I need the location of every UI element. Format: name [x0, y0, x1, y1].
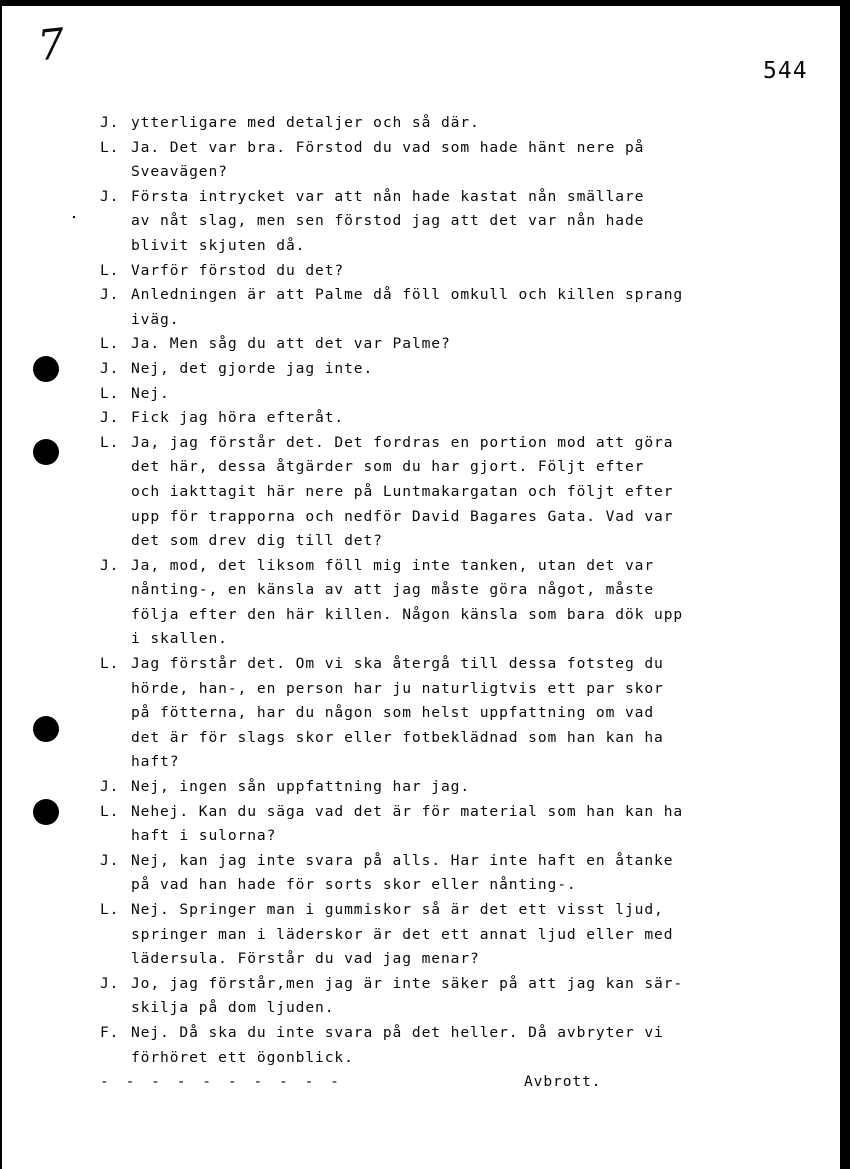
entry-text: Nehej. Kan du säga vad det är för material som han kan ha haft i sulorna?: [131, 802, 684, 845]
transcript-entry: [100, 849, 740, 898]
entry-text: Anledningen är att Palme då föll omkull och killen sprang iväg.: [131, 286, 684, 328]
transcript-entry: [100, 652, 740, 775]
entry-text: Varför förstod du det?: [131, 261, 345, 279]
interruption-label: Avbrott.: [524, 1073, 602, 1091]
speaker-label: J.: [100, 114, 120, 131]
transcript-entry: [100, 185, 740, 259]
speaker-label: L.: [100, 433, 120, 451]
entry-text: Jag förstår det. Om vi ska återgå till dessa fotsteg du hörde, han-, en person har ju naturligtvis ett par skor på fötterna, har du någon som helst uppfattning om vad det är för slags skor eller fotbeklädnad som han kan ha haft?: [131, 655, 664, 771]
interruption-line: [100, 1070, 740, 1095]
punch-hole: [33, 356, 59, 382]
transcript-entry: [100, 283, 740, 332]
transcript-entry: [100, 111, 740, 136]
speaker-label: L.: [100, 901, 120, 918]
speaker-label: L.: [100, 384, 120, 402]
transcript-entry: [100, 332, 740, 357]
transcript-entry: [100, 406, 740, 431]
handwritten-mark: 7: [35, 18, 68, 71]
transcript-entry: [100, 1021, 740, 1070]
page-number: 544: [763, 58, 808, 84]
transcript-entry: [100, 259, 740, 284]
speaker-label: L.: [100, 655, 120, 673]
entry-text: Nej. Då ska du inte svara på det heller. Då avbryter vi förhöret ett ögonblick.: [131, 1023, 664, 1066]
punch-hole: [33, 716, 59, 742]
entry-text: Nej, ingen sån uppfattning har jag.: [131, 778, 471, 796]
entry-text: Ja, mod, det liksom föll mig inte tanken, utan det var nånting-, en känsla av att jag måste göra något, måste följa efter den här killen. Någon känsla som bara dök upp i skallen.: [131, 556, 684, 648]
speaker-label: J.: [100, 851, 120, 869]
entry-text: Fick jag höra efteråt.: [131, 409, 345, 427]
transcript-entry: [100, 382, 740, 407]
entry-text: Jo, jag förstår,men jag är inte säker på att jag kan sär- skilja på dom ljuden.: [131, 974, 684, 1017]
punch-hole: [33, 799, 59, 825]
speaker-label: F.: [100, 1023, 120, 1041]
entry-text: ytterligare med detaljer och så där.: [131, 114, 480, 131]
speaker-label: L.: [100, 261, 120, 279]
scan-speck: [73, 216, 75, 218]
transcript-entry: [100, 554, 740, 652]
transcript-entry: [100, 431, 740, 554]
dashed-separator: - - - - - - - - - -: [100, 1073, 343, 1091]
speaker-label: L.: [100, 802, 120, 820]
transcript-entry: [100, 136, 740, 185]
entry-text: Nej. Springer man i gummiskor så är det ett visst ljud, springer man i läderskor är det ett annat ljud eller med lädersula. Förstår du vad jag menar?: [131, 901, 674, 968]
transcript-entry: [100, 972, 740, 1021]
transcript-entry: [100, 775, 740, 800]
entry-text: Ja. Det var bra. Förstod du vad som hade hänt nere på Sveavägen?: [131, 138, 645, 181]
speaker-label: J.: [100, 409, 120, 427]
speaker-label: J.: [100, 778, 120, 796]
transcript-entry: [100, 898, 740, 972]
speaker-label: J.: [100, 359, 120, 377]
entry-text: Första intrycket var att nån hade kastat nån smällare av nåt slag, men sen förstod jag att det var nån hade blivit skjuten då.: [131, 187, 645, 254]
transcript-entry: [100, 357, 740, 382]
interview-transcript: [100, 111, 740, 1095]
speaker-label: J.: [100, 556, 120, 574]
entry-text: Nej.: [131, 384, 170, 402]
entry-text: Nej, kan jag inte svara på alls. Har inte haft en åtanke på vad han hade för sorts skor eller nånting-.: [131, 851, 674, 894]
speaker-label: J.: [100, 286, 120, 304]
entry-text: Ja. Men såg du att det var Palme?: [131, 335, 451, 353]
speaker-label: L.: [100, 335, 120, 353]
entry-text: Ja, jag förstår det. Det fordras en portion mod att göra det här, dessa åtgärder som du har gjort. Följt efter och iakttagit här nere på Luntmakargatan och följt efter upp för trapporna och nedför David Bagares Gata. Vad var det som drev dig till det?: [131, 433, 674, 550]
speaker-label: J.: [100, 974, 120, 992]
speaker-label: J.: [100, 187, 120, 205]
entry-text: Nej, det gjorde jag inte.: [131, 359, 374, 377]
speaker-label: L.: [100, 138, 120, 156]
punch-hole: [33, 439, 59, 465]
transcript-entry: [100, 800, 740, 849]
